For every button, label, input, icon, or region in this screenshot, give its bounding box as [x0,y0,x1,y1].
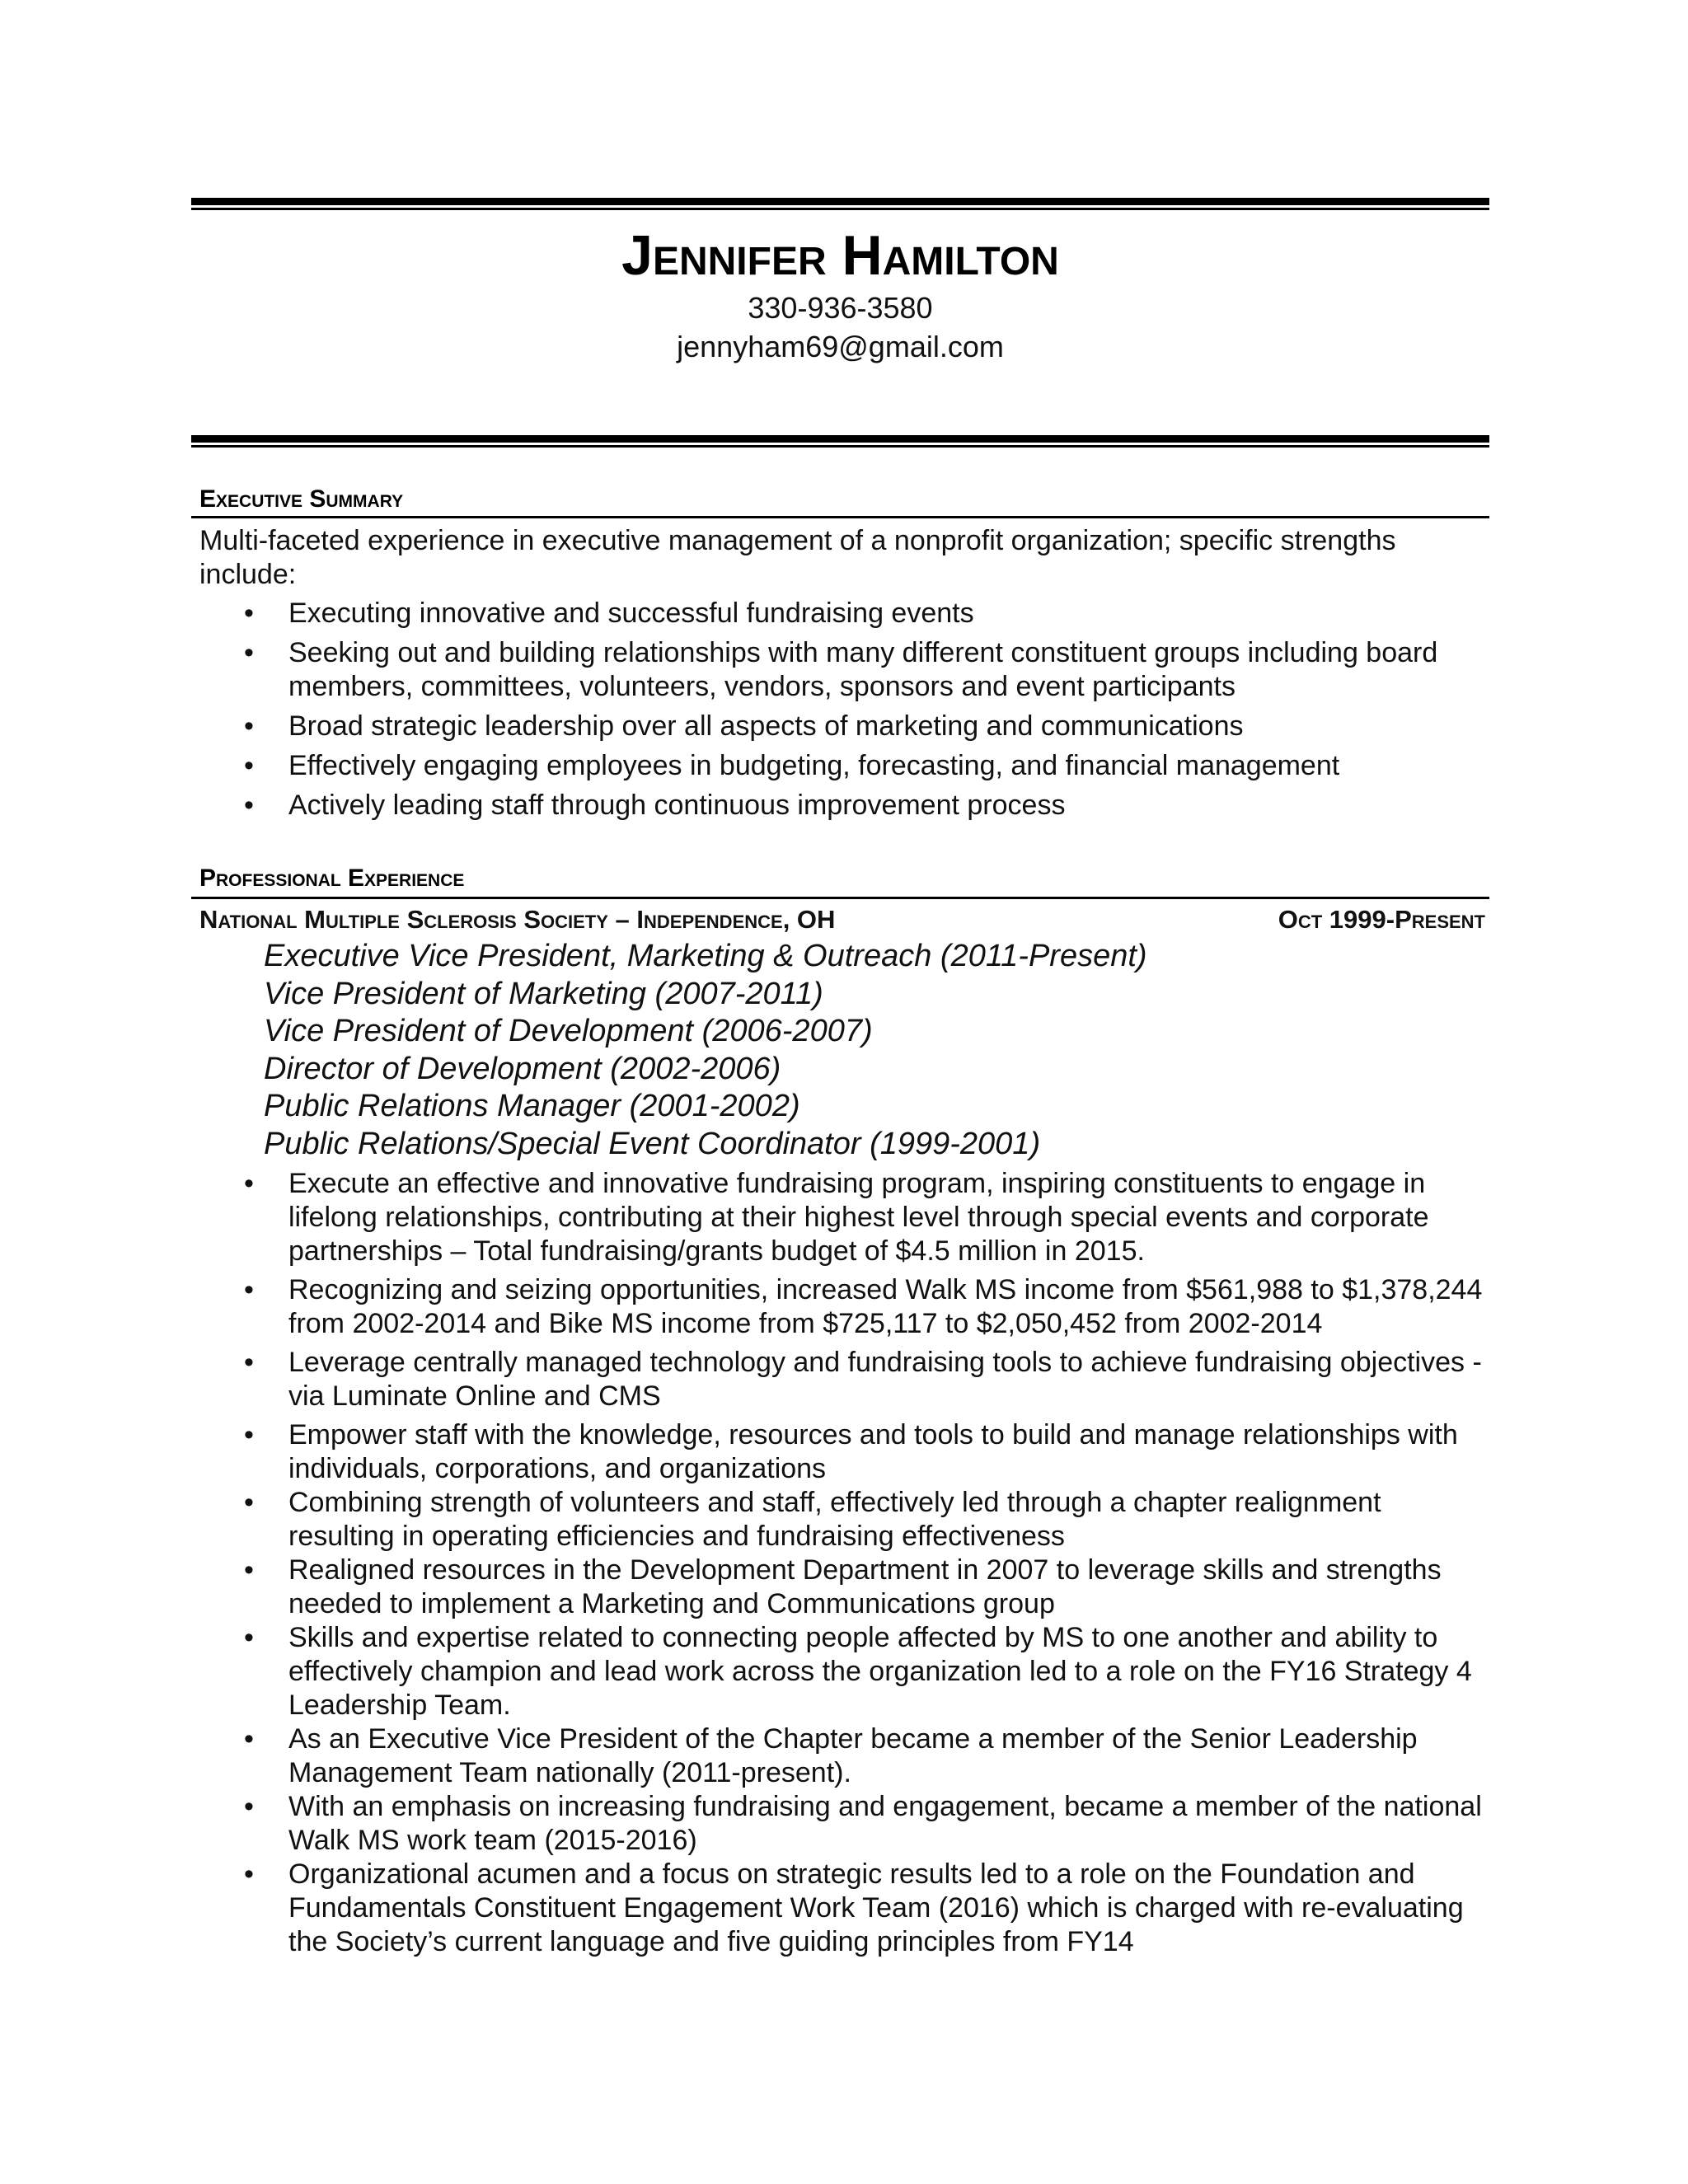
list-item: • Effectively engaging employees in budgeting, forecasting, and financial management [191,749,1489,783]
job-title: Vice President of Marketing (2007-2011) [264,976,823,1011]
job-title: Public Relations/Special Event Coordinator (1999-2001) [264,1126,1041,1161]
list-item: • Execute an effective and innovative fundraising program, inspiring constituents to engage in lifelong relationships, contributing at their highest level through special events and corporate partnerships – Total fundraising/grants budget of $4.5 million in 2015. [191,1167,1489,1268]
list-item: • Leverage centrally managed technology and fundraising tools to achieve fundraising objectives -via Luminate Online and CMS [191,1346,1489,1413]
header-bottom-rule [191,435,1489,448]
job-title: Director of Development (2002-2006) [264,1051,781,1086]
list-item: • Organizational acumen and a focus on strategic results led to a role on the Foundation and Fundamentals Constituent Engagement Work Team (2016) which is charged with re-evaluating the Society’s current language and five guiding principles from FY14 [191,1858,1489,1959]
list-item: • Combining strength of volunteers and staff, effectively led through a chapter realignment resulting in operating efficiencies and fundraising effectiveness [191,1486,1489,1554]
section-heading-executive-summary: Executive Summary [199,485,404,513]
summary-bullet-list [191,597,1489,828]
email-address: jennyham69@gmail.com [677,330,1004,363]
job-title: Executive Vice President, Marketing & Outreach (2011-Present) [264,939,1147,973]
job-titles [264,938,1418,1163]
list-item: • Empower staff with the knowledge, resources and tools to build and manage relationships with individuals, corporations, and organizations [191,1418,1489,1486]
experience-bullet-list [191,1167,1489,1959]
job-title: Vice President of Development (2006-2007) [264,1014,873,1048]
employer-name: National Multiple Sclerosis Society – Independence, OH [199,905,836,934]
list-item: • With an emphasis on increasing fundraising and engagement, became a member of the national Walk MS work team (2015-2016) [191,1790,1489,1858]
candidate-name: Jennifer Hamilton [621,224,1059,287]
section-heading-professional-experience: Professional Experience [199,865,465,892]
list-item: • Skills and expertise related to connecting people affected by MS to one another and ability to effectively champion and lead work across the organization led to a role on the FY16 Strategy 4 Leadership Team. [191,1621,1489,1722]
phone-number: 330-936-3580 [748,291,933,325]
list-item: • Realigned resources in the Development Department in 2007 to leverage skills and strengths needed to implement a Marketing and Communications group [191,1554,1489,1621]
section-rule-professional-experience [191,897,1489,899]
employer-line [199,905,1485,935]
list-item: • Broad strategic leadership over all aspects of marketing and communications [191,710,1489,743]
job-title: Public Relations Manager (2001-2002) [264,1089,800,1123]
employment-dates: Oct 1999-Present [1278,905,1485,934]
summary-intro: Multi-faceted experience in executive management of a nonprofit organization; specific strengths include: [199,525,1396,590]
section-rule-executive-summary [191,516,1489,518]
list-item: • Recognizing and seizing opportunities, increased Walk MS income from $561,988 to $1,378,244 from 2002-2014 and Bike MS income from $725,117 to $2,050,452 from 2002-2014 [191,1273,1489,1341]
list-item: • Actively leading staff through continuous improvement process [191,789,1489,823]
list-item: • Executing innovative and successful fundraising events [191,597,1489,630]
resume-page [191,0,1489,2184]
list-item: • Seeking out and building relationships with many different constituent groups including board members, committees, volunteers, vendors, sponsors and event participants [191,636,1489,704]
resume-header [191,223,1489,366]
list-item: • As an Executive Vice President of the Chapter became a member of the Senior Leadership Management Team nationally (2011-present). [191,1722,1489,1790]
header-top-rule [191,198,1489,210]
